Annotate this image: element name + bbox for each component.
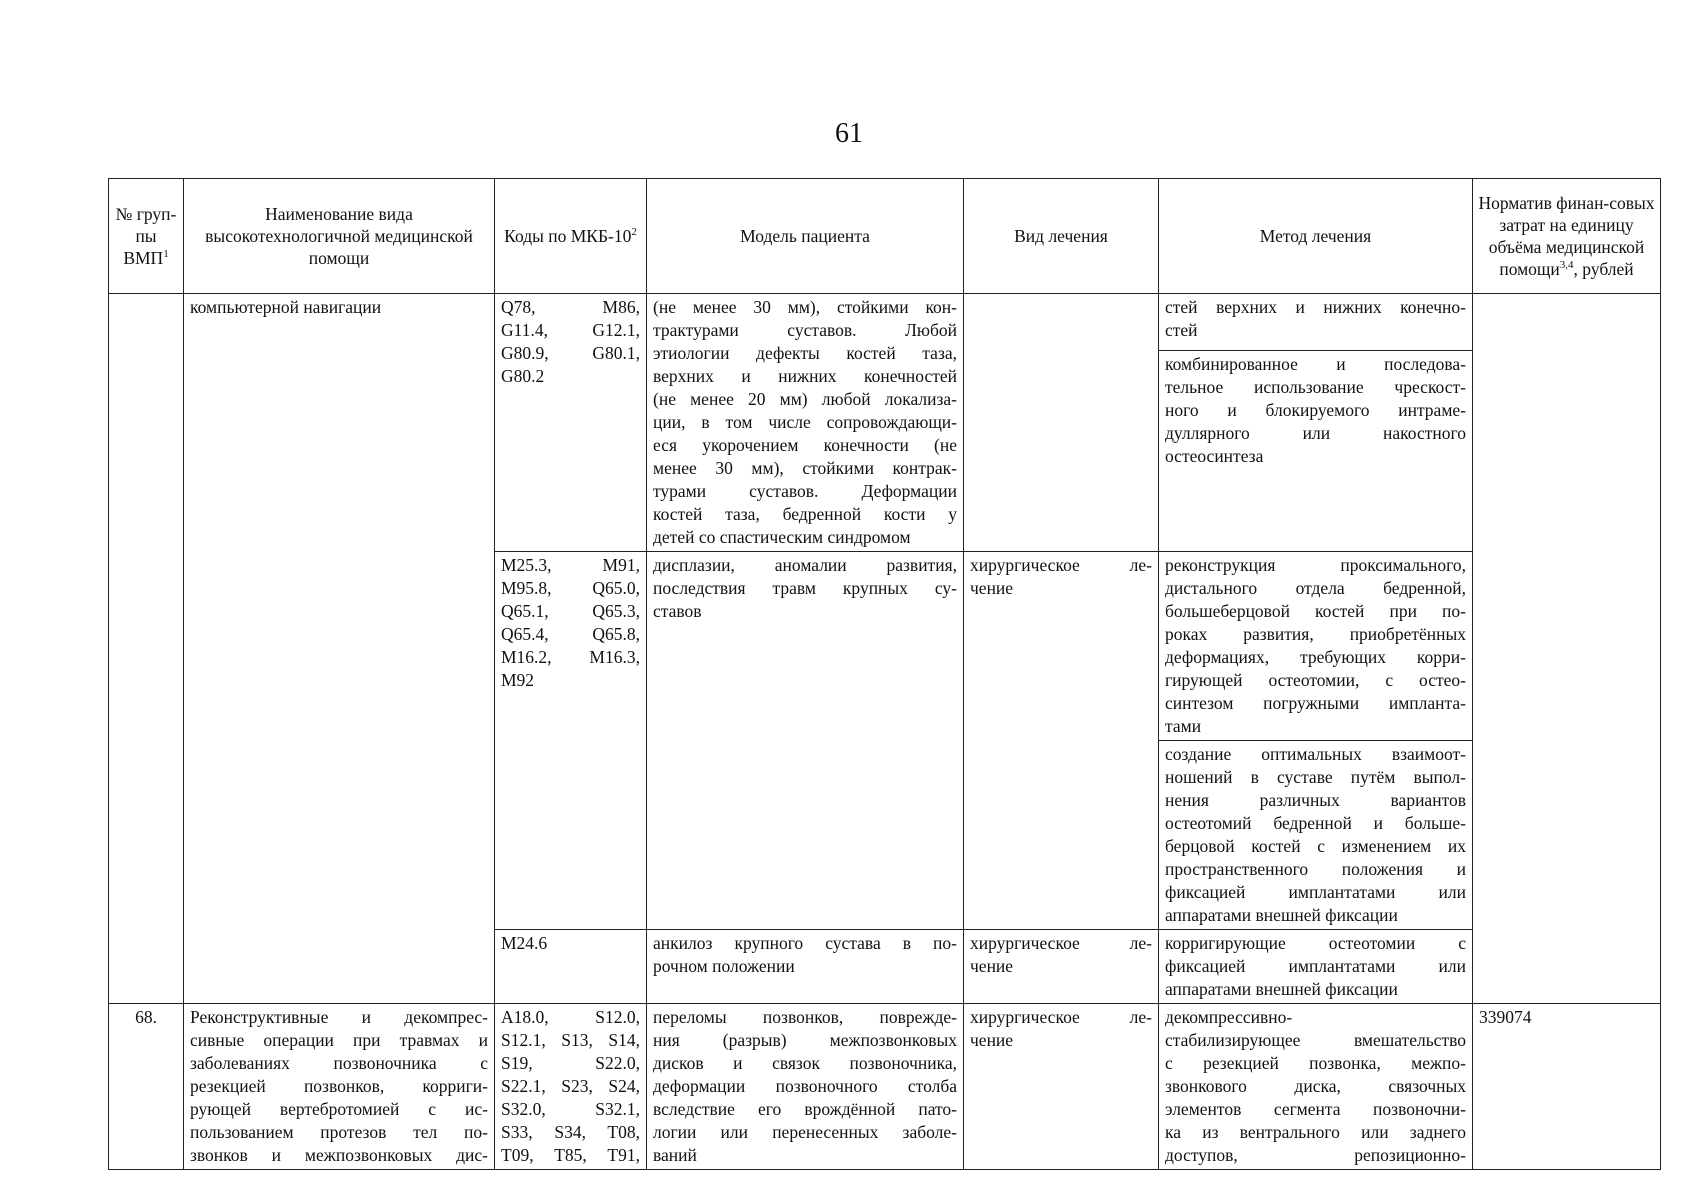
treatment-method-cell: реконструкция проксимального, дистального отдела бедренной, большеберцовой костей при по- роках развития, приобретённых деформациях, требующих корри- гирующей остеотомии, с остео- синтезом погружными импланта- тами xyxy=(1159,552,1473,741)
treatment-method-cell: стей верхних и нижних конечно- стей xyxy=(1159,294,1473,351)
treatment-type-cell xyxy=(964,294,1159,552)
icd-codes-cell: M25.3, M91, M95.8, Q65.0, Q65.1, Q65.3, Q65.4, Q65.8, M16.2, M16.3, M92 xyxy=(495,552,647,930)
treatment-type-cell: хирургическое ле- чение xyxy=(964,1004,1159,1170)
treatment-type-cell: хирургическое ле- чение xyxy=(964,552,1159,930)
patient-model-cell: дисплазии, аномалии развития, последствия травм крупных су- ставов xyxy=(647,552,964,930)
cost-cell xyxy=(1473,294,1661,1004)
header-patient-model: Модель пациента xyxy=(647,179,964,294)
table-row xyxy=(109,294,1661,351)
care-type-cell: Реконструктивные и декомпрес- сивные операции при травмах и заболеваниях позвоночника с резекцией позвонков, корриги- рующей вертебротомией с ис- пользованием протезов тел по- звонков и межпозвонковых дис- xyxy=(184,1004,495,1170)
icd-codes-cell: M24.6 xyxy=(495,930,647,1004)
page-number: 61 xyxy=(835,118,863,149)
patient-model-cell: переломы позвонков, поврежде- ния (разрыв) межпозвонковых дисков и связок позвоночника, деформации позвоночного столба вследствие его врождённой пато- логии или перенесенных заболе- ваний xyxy=(647,1004,964,1170)
care-type-cell: компьютерной навигации xyxy=(184,294,495,1004)
treatment-method-cell: корригирующие остеотомии с фиксацией имплантатами или аппаратами внешней фиксации xyxy=(1159,930,1473,1004)
treatment-method-cell: создание оптимальных взаимоот- ношений в суставе путём выпол- нения различных вариантов остеотомий бедренной и больше- берцовой костей с изменением их пространственного положения и фиксацией имплантатами или аппаратами внешней фиксации xyxy=(1159,741,1473,930)
header-care-type: Наименование вида высокотехнологичной медицинской помощи xyxy=(184,179,495,294)
header-cost-standard: Норматив финан-совых затрат на единицу объёма медицинской помощи$^{3,4}$, рублей xyxy=(1473,179,1661,294)
vmp-table xyxy=(108,178,1661,1170)
table-row xyxy=(109,1004,1661,1170)
group-number-cell xyxy=(109,294,184,1004)
treatment-type-cell: хирургическое ле- чение xyxy=(964,930,1159,1004)
cost-cell: 339074 xyxy=(1473,1004,1661,1170)
header-treatment-method: Метод лечения xyxy=(1159,179,1473,294)
icd-codes-cell: Q78, M86, G11.4, G12.1, G80.9, G80.1, G80.2 xyxy=(495,294,647,552)
treatment-method-cell: комбинированное и последова- тельное использование чрескост- ного и блокируемого интраме- дуллярного или накостного остеосинтеза xyxy=(1159,351,1473,552)
header-group-number: № груп-пы ВМП$^1$ xyxy=(109,179,184,294)
header-row xyxy=(109,179,1661,294)
header-icd-codes: Коды по МКБ-$10^2$ xyxy=(495,179,647,294)
header-treatment-type: Вид лечения xyxy=(964,179,1159,294)
treatment-method-cell: декомпрессивно- стабилизирующее вмешательство с резекцией позвонка, межпо- звонкового диска, связочных элементов сегмента позвоночни- ка из вентрального или заднего доступов, репозиционно- xyxy=(1159,1004,1473,1170)
patient-model-cell: (не менее 30 мм), стойкими кон- трактурами суставов. Любой этиологии дефекты костей таза, верхних и нижних конечностей (не менее 20 мм) любой локализа- ции, в том числе сопровождающи- еся укорочением конечности (не менее 30 мм), стойкими контрак- турами суставов. Деформации костей таза, бедренной кости у детей со спастическим синдромом xyxy=(647,294,964,552)
group-number-cell: 68. xyxy=(109,1004,184,1170)
icd-codes-cell: A18.0, S12.0, S12.1, S13, S14, S19, S22.0, S22.1, S23, S24, S32.0, S32.1, S33, S34, T08, T09, T85, T91, xyxy=(495,1004,647,1170)
patient-model-cell: анкилоз крупного сустава в по- рочном положении xyxy=(647,930,964,1004)
